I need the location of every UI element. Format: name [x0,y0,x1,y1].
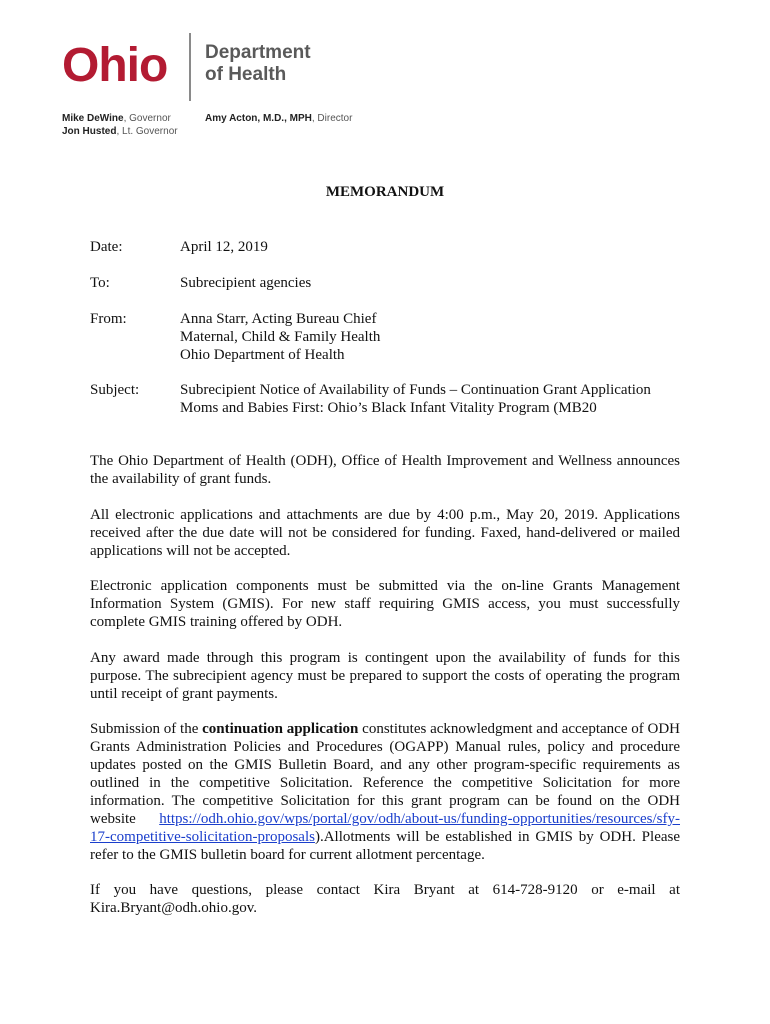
date-label: Date: [90,239,123,255]
governor-block [62,112,178,138]
paragraph-deadline: All electronic applications and attachments are due by 4:00 p.m., May 20, 2019. Applications received after the due date will not be considered for funding. Faxed, hand-delivered or mailed applications will not be accepted. [90,507,680,559]
submission-text-start: Submission of the [90,721,203,737]
logo-divider [189,33,191,101]
paragraph-announcement: The Ohio Department of Health (ODH), Office of Health Improvement and Wellness announces the availability of grant funds. [90,453,680,487]
submission-bold-term: continuation application [202,721,359,737]
lt-governor-title: , Lt. Governor [116,126,178,137]
paragraph-gmis: Electronic application components must be submitted via the on-line Grants Management Information System (GMIS). For new staff requiring GMIS access, you must successfully complete GMIS training offered by ODH. [90,578,680,630]
from-value [180,310,380,364]
to-label: To: [90,275,110,291]
department-line-1: Department [205,42,311,63]
odh-website-link[interactable]: https://odh.ohio.gov/wps/portal/gov/odh/about-us/funding-opportunities/resources/sfy-17-competitive-solicitation-proposals [90,811,680,845]
subject-line: Subrecipient Notice of Availability of Funds – Continuation Grant Application [180,382,651,398]
paragraph-contact: If you have questions, please contact Kira Bryant at 614-728-9120 or e-mail at Kira.Bryant@odh.ohio.gov. [90,882,680,916]
date-value: April 12, 2019 [180,239,268,255]
director-title: , Director [311,113,353,124]
paragraph-submission [90,720,680,864]
lt-governor-line [62,125,178,138]
to-value: Subrecipient agencies [180,275,312,291]
submission-text-middle: constitutes acknowledgment and acceptance of ODH Grants Administration Policies and Procedures (OGAPP) Manual rules, policy and procedure updates posted on the GMIS Bulletin Board, and any other program-specific requirements as outlined in the competitive Solicitation. Reference the competitive Solicitation for more information. The competitive Solicitation for this grant program can be found on the ODH website [90,721,680,827]
memo-title: MEMORANDUM [325,184,445,200]
director-line [205,112,352,125]
director-name: Amy Acton, M.D., MPH [205,113,312,124]
department-name [205,42,311,86]
governor-name: Mike DeWine [62,113,124,124]
governor-line [62,112,178,125]
submission-text-end: ).Allotments will be established in GMIS by ODH. Please refer to the GMIS bulletin board for current allotment percentage. [90,829,680,863]
department-line-2: of Health [205,64,287,85]
subject-label: Subject: [90,382,140,398]
director-block [205,112,352,125]
from-label: From: [90,311,127,327]
from-line: Ohio Department of Health [180,347,345,363]
governor-title: , Governor [123,113,171,124]
ohio-logo: Ohio [62,39,168,92]
paragraph-contingency: Any award made through this program is contingent upon the availability of funds for this purpose. The subrecipient agency must be prepared to support the costs of operating the program until receipt of grant payments. [90,650,680,702]
from-line: Maternal, Child & Family Health [180,329,381,345]
subject-line: Moms and Babies First: Ohio’s Black Infant Vitality Program (MB20 [180,400,597,416]
from-line: Anna Starr, Acting Bureau Chief [180,311,377,327]
subject-value [180,381,651,417]
lt-governor-name: Jon Husted [62,126,117,137]
